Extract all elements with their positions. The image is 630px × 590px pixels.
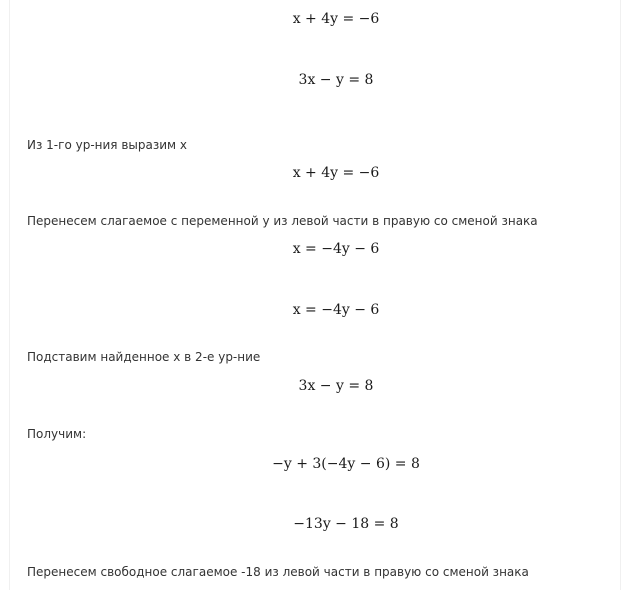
step-text-5: Перенесем свободное слагаемое -18 из левой части в правую со сменой знака [27, 565, 529, 579]
step-text-3: Подставим найденное x в 2-е ур-ние [27, 350, 261, 364]
equation-5: x = −4y − 6 [292, 302, 380, 318]
equation-8: −13y − 18 = 8 [293, 516, 399, 532]
equation-6: 3x − y = 8 [298, 378, 374, 394]
step-text-2: Перенесем слагаемое с переменной y из левой части в правую со сменой знака [27, 214, 538, 228]
equation-2: 3x − y = 8 [298, 72, 374, 88]
equation-7: −y + 3(−4y − 6) = 8 [272, 456, 420, 472]
equation-4: x = −4y − 6 [292, 241, 380, 257]
equation-3: x + 4y = −6 [292, 165, 380, 181]
step-text-4: Получим: [27, 427, 87, 441]
equation-1: x + 4y = −6 [292, 11, 380, 27]
step-text-1: Из 1-го ур-ния выразим x [27, 138, 187, 152]
